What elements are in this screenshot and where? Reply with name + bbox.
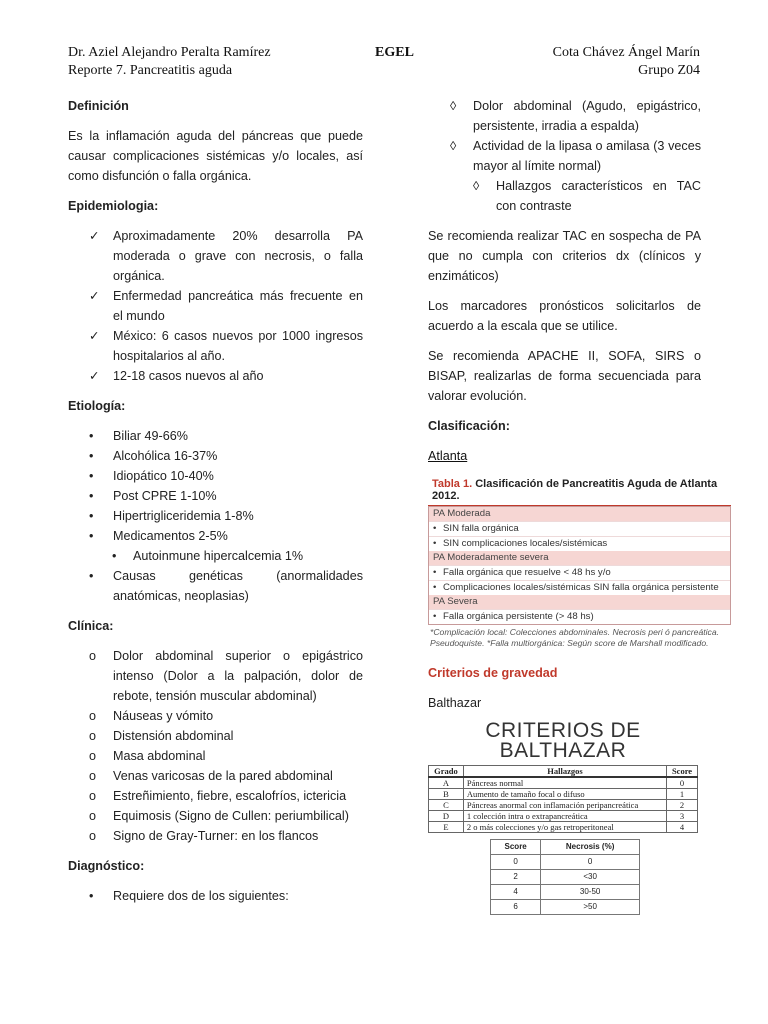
table-cell: C [429,800,464,811]
atlanta-group-moderadamente-severa: PA Moderadamente severa [429,551,730,565]
list-item-text: Actividad de la lipasa o amilasa (3 veces mayor al límite normal) [473,139,701,173]
bullet-icon: • [89,489,94,503]
table-cell: Páncreas anormal con inflamación peripancreática [463,800,666,811]
clinica-list [68,646,363,846]
epidemiologia-heading: Epidemiologia: [68,199,159,213]
column-header: Score [491,840,541,855]
diagnostico-heading: Diagnóstico: [68,859,145,873]
table-cell: 2 [667,800,698,811]
right-column [428,96,719,915]
list-item-text: 12-18 casos nuevos al año [113,369,264,383]
paragraph-tac: Se recomienda realizar TAC en sospecha de PA que no cumpla con criterios dx (clínicos y enzimáticos) [428,229,701,283]
list-item-text: Autoinmune hipercalcemia 1% [133,549,304,563]
column-header: Grado [429,766,464,778]
table-row [429,811,698,822]
table-row [429,777,698,789]
circle-bullet-icon: o [89,709,97,723]
circle-bullet-icon: o [89,769,97,783]
diamond-icon: ◊ [450,99,457,113]
check-icon: ✓ [89,369,100,383]
balthazar-title: CRITERIOS DE BALTHAZAR [485,719,641,762]
list-item [428,136,701,176]
list-item [428,176,701,216]
list-item [68,566,363,606]
table-cell: <30 [541,870,640,885]
list-item-text: Biliar 49-66% [113,429,188,443]
atlanta-table-title [428,476,731,506]
list-item [68,446,363,466]
table-cell: Aumento de tamaño focal o difuso [463,789,666,800]
table-row [429,800,698,811]
student-name: Cota Chávez Ángel Marín [552,45,700,60]
table-cell: 4 [491,885,541,900]
check-icon: ✓ [89,229,100,243]
list-item-text: Hallazgos característicos en TAC con contraste [496,179,701,213]
balthazar-figure [428,721,698,915]
list-item-text: Masa abdominal [113,749,206,763]
list-item [68,886,363,906]
column-header: Hallazgos [463,766,666,778]
table-cell: >50 [541,900,640,915]
check-icon: ✓ [89,329,100,343]
atlanta-group-severa: PA Severa [429,595,730,609]
definicion-heading: Definición [68,99,129,113]
list-item-text: Distensión abdominal [113,729,234,743]
list-item [68,426,363,446]
bullet-icon: • [89,509,94,523]
table-row [491,900,640,915]
circle-bullet-icon: o [89,829,97,843]
table-cell: 1 colección intra o extrapancreática [463,811,666,822]
bullet-icon: • [112,549,117,563]
table-cell: 2 o más colecciones y/o gas retroperitoneal [463,822,666,833]
list-item-text: Signo de Gray-Turner: en los flancos [113,829,319,843]
atlanta-row: • Falla orgánica que resuelve < 48 hs y/o [429,565,730,580]
bullet-icon: • [89,449,94,463]
list-item [68,226,363,286]
author-name: Dr. Aziel Alejandro Peralta Ramírez [68,45,271,60]
bullet-icon: • [89,469,94,483]
etiologia-sublist [68,546,363,566]
report-title: Reporte 7. Pancreatitis aguda [68,63,233,78]
list-item-text: Hipertrigliceridemia 1-8% [113,509,254,523]
etiologia-list-end [68,566,363,606]
column-header: Score [667,766,698,778]
table-cell: 0 [491,855,541,870]
list-item-text: Estreñimiento, fiebre, escalofríos, ictericia [113,789,347,803]
circle-bullet-icon: o [89,649,97,663]
list-item [68,546,363,566]
list-item [68,526,363,546]
atlanta-row: • Falla orgánica persistente (> 48 hs) [429,609,730,624]
list-item-text: Aproximadamente 20% desarrolla PA moderada o grave con necrosis, o falla orgánica. [113,229,363,283]
list-item [68,506,363,526]
atlanta-table-title-text: Clasificación de Pancreatitis Aguda de Atlanta 2012. [432,478,718,502]
bullet-icon: • [89,529,94,543]
list-item-text: Post CPRE 1-10% [113,489,217,503]
atlanta-table-body [428,506,731,625]
list-item [68,326,363,366]
table-cell: 3 [667,811,698,822]
atlanta-table-label: Tabla 1. [432,478,473,490]
atlanta-table [428,476,731,651]
list-item-text: Enfermedad pancreática más frecuente en el mundo [113,289,363,323]
diagnostico-sub-criteria [428,176,701,216]
circle-bullet-icon: o [89,809,97,823]
list-item [68,486,363,506]
diagnostico-criteria-list [428,96,701,176]
atlanta-row: • SIN falla orgánica [429,521,730,536]
table-header-row [491,840,640,855]
atlanta-link[interactable]: Atlanta [428,449,468,463]
atlanta-group-moderada: PA Moderada [429,507,730,521]
table-cell: 2 [491,870,541,885]
list-item [68,746,363,766]
check-icon: ✓ [89,289,100,303]
clasificacion-heading: Clasificación: [428,419,510,433]
epidemiologia-list [68,226,363,386]
table-cell: 30-50 [541,885,640,900]
table-header-row [429,766,698,778]
table-cell: E [429,822,464,833]
list-item [68,706,363,726]
clinica-heading: Clínica: [68,619,114,633]
list-item-text: Causas genéticas (anormalidades anatómicas, neoplasias) [113,569,363,603]
list-item-text: Requiere dos de los siguientes: [113,889,289,903]
paragraph-escalas: Se recomienda APACHE II, SOFA, SIRS o BISAP, realizarlas de forma secuenciada para valorar evolución. [428,349,701,403]
table-row [429,822,698,833]
left-column [68,96,363,916]
diamond-icon: ◊ [450,139,457,153]
list-item [68,806,363,826]
table-cell: 6 [491,900,541,915]
paragraph-marcadores: Los marcadores pronósticos solicitarlos de acuerdo a la escala que se utilice. [428,299,701,333]
bullet-icon: • [89,429,94,443]
table-row [429,789,698,800]
diamond-icon: ◊ [473,179,480,193]
table-cell: 1 [667,789,698,800]
etiologia-heading: Etiología: [68,399,126,413]
table-cell: Páncreas normal [463,777,666,789]
list-item [68,726,363,746]
list-item [428,96,701,136]
table-row [491,885,640,900]
bullet-icon: • [89,889,94,903]
atlanta-row: • SIN complicaciones locales/sistémicas [429,536,730,551]
bullet-icon: • [89,569,94,583]
list-item-text: Dolor abdominal superior o epigástrico intenso (Dolor a la palpación, dolor de rebote, tensión muscular abdominal) [113,649,363,703]
gravedad-heading: Criterios de gravedad [428,666,558,680]
table-cell: 0 [541,855,640,870]
table-row [491,870,640,885]
list-item-text: Dolor abdominal (Agudo, epigástrico, persistente, irradia a espalda) [473,99,701,133]
list-item-text: Idiopático 10-40% [113,469,214,483]
table-cell: D [429,811,464,822]
list-item [68,366,363,386]
column-header: Necrosis (%) [541,840,640,855]
list-item [68,826,363,846]
list-item-text: Alcohólica 16-37% [113,449,218,463]
table-row [491,855,640,870]
table-cell: 0 [667,777,698,789]
atlanta-row: • Complicaciones locales/sistémicas SIN falla orgánica persistente [429,580,730,595]
group-label: Grupo Z04 [638,63,700,78]
etiologia-list [68,426,363,546]
list-item [68,766,363,786]
list-item-text: Náuseas y vómito [113,709,214,723]
table-cell: 4 [667,822,698,833]
diagnostico-list [68,886,363,906]
balthazar-subtitle: Balthazar [428,696,482,710]
table-cell: A [429,777,464,789]
atlanta-table-note: *Complicación local: Colecciones abdominales. Necrosis peri ó pancreática. Pseudoquiste. *Falla multiorgánica: Según score de Marshall modificado. [430,627,719,648]
definicion-text: Es la inflamación aguda del páncreas que puede causar complicaciones sistémicas y/o locales, así como disfunción o falla orgánica. [68,129,363,183]
list-item [68,646,363,706]
list-item-text: México: 6 casos nuevos por 1000 ingresos hospitalarios al año. [113,329,363,363]
list-item-text: Medicamentos 2-5% [113,529,228,543]
list-item [68,286,363,326]
circle-bullet-icon: o [89,749,97,763]
list-item [68,786,363,806]
balthazar-grade-table [428,765,698,833]
list-item-text: Venas varicosas de la pared abdominal [113,769,333,783]
table-cell: B [429,789,464,800]
circle-bullet-icon: o [89,789,97,803]
balthazar-necrosis-table [490,839,640,915]
list-item-text: Equimosis (Signo de Cullen: periumbilical) [113,809,349,823]
exam-label: EGEL [375,45,414,60]
circle-bullet-icon: o [89,729,97,743]
list-item [68,466,363,486]
